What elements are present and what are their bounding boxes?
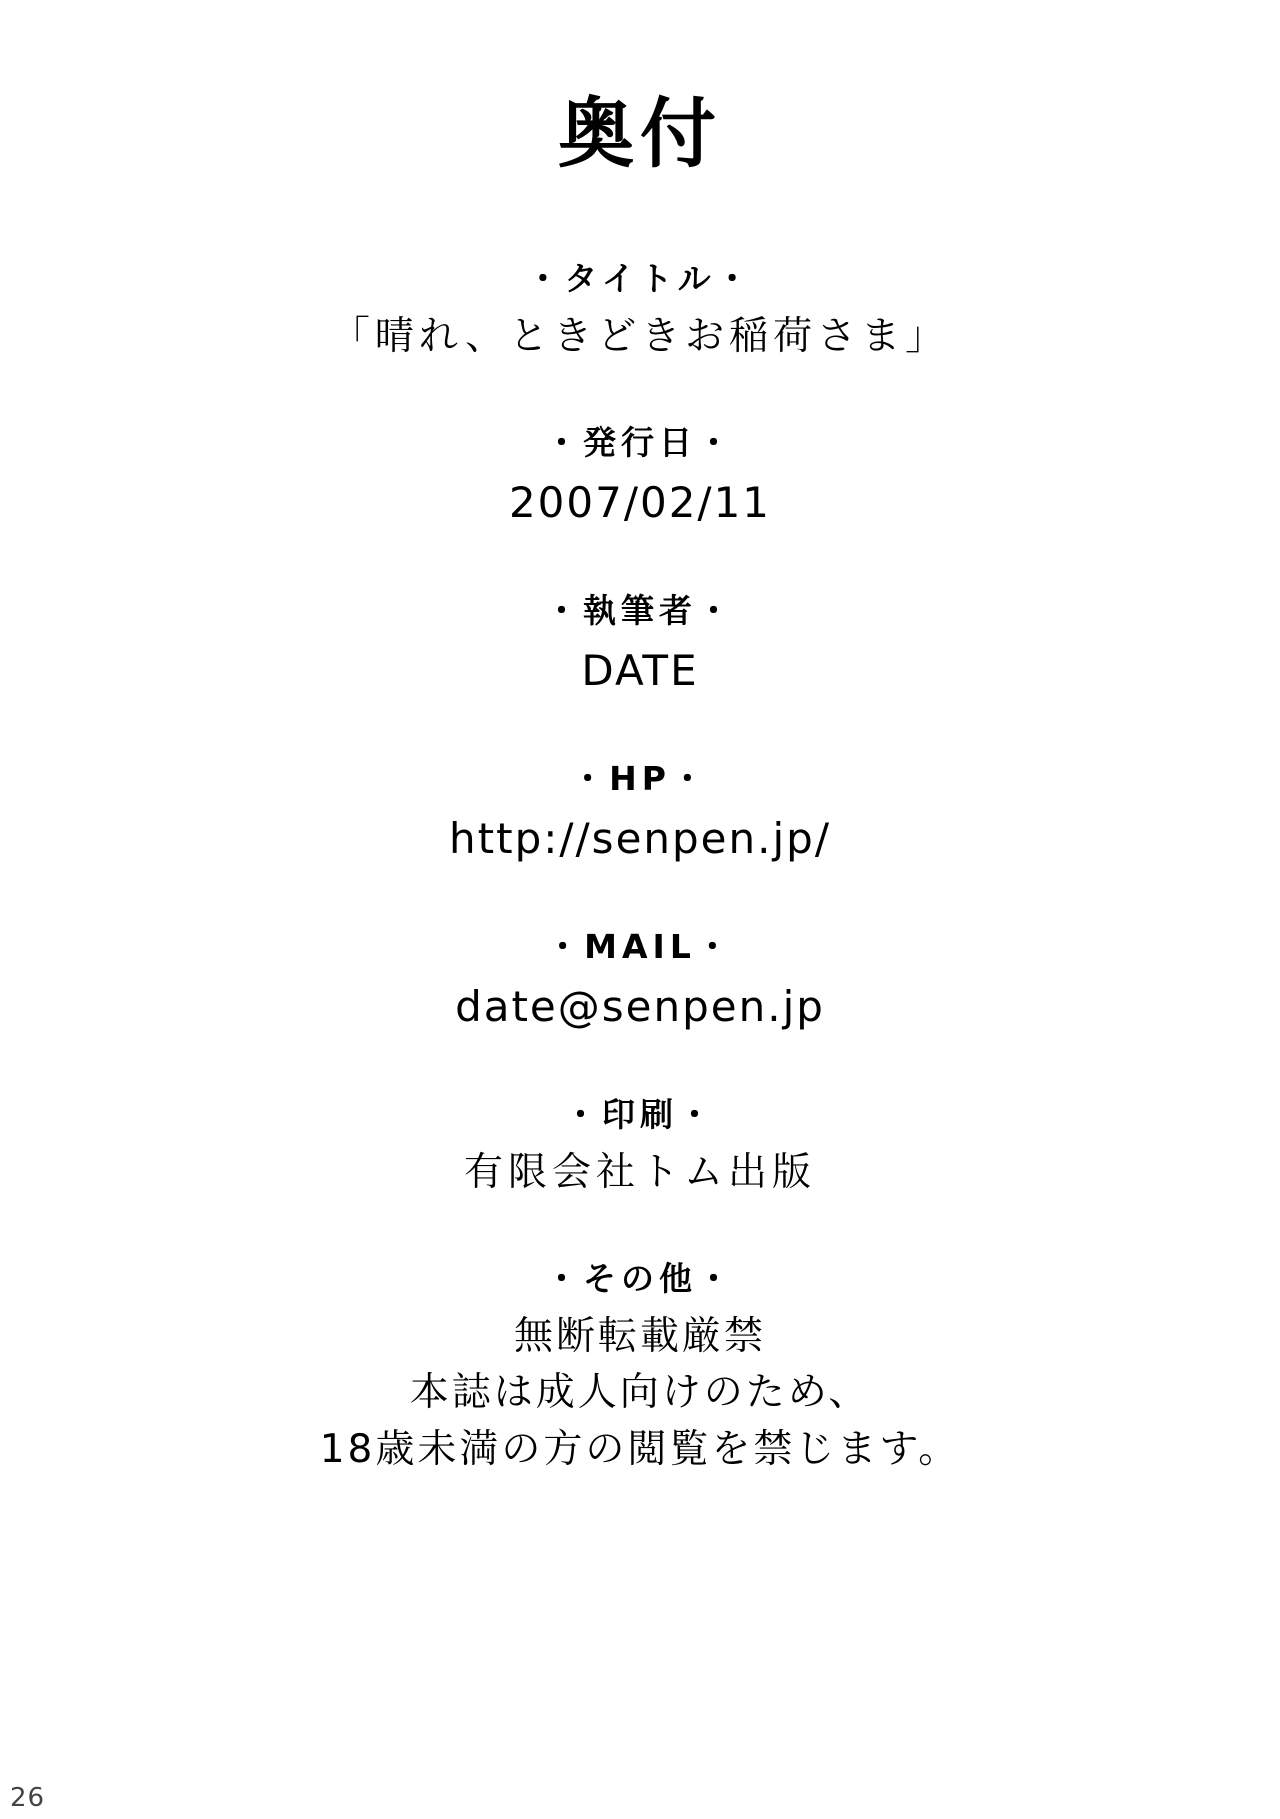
section-publish-date — [0, 422, 1280, 532]
section-label-notes: ・その他・ — [545, 1258, 735, 1298]
section-value-publish-date: 2007/02/11 — [508, 478, 772, 528]
section-value-printer: 有限会社トム出版 — [463, 1149, 816, 1195]
section-homepage — [0, 758, 1280, 868]
section-printer — [0, 1094, 1280, 1200]
section-label-publish-date: ・発行日・ — [545, 422, 735, 462]
note-line: 18歳未満の方の閲覧を禁じます。 — [319, 1426, 961, 1472]
section-label-title: ・タイトル・ — [526, 259, 754, 298]
note-line: 無断転載厳禁 — [513, 1313, 766, 1359]
notes-list — [0, 1309, 1280, 1479]
section-label-printer: ・印刷・ — [564, 1094, 716, 1134]
section-author — [0, 590, 1280, 700]
section-notes — [0, 1258, 1280, 1479]
section-label-mail: ・MAIL・ — [546, 926, 734, 966]
section-value-title: 「晴れ、ときどきお稲荷さま」 — [330, 314, 950, 360]
section-value-mail[interactable]: date@senpen.jp — [455, 981, 825, 1031]
section-label-author: ・執筆者・ — [545, 590, 735, 630]
page-title: 奥付 — [558, 89, 722, 178]
page-number: 26 — [10, 1783, 46, 1813]
section-title — [0, 258, 1280, 364]
note-line: 本誌は成人向けのため、 — [409, 1370, 871, 1416]
section-label-homepage: ・HP・ — [571, 758, 709, 798]
section-value-homepage[interactable]: http://senpen.jp/ — [449, 814, 831, 864]
section-value-author: DATE — [581, 646, 699, 696]
section-mail — [0, 926, 1280, 1036]
